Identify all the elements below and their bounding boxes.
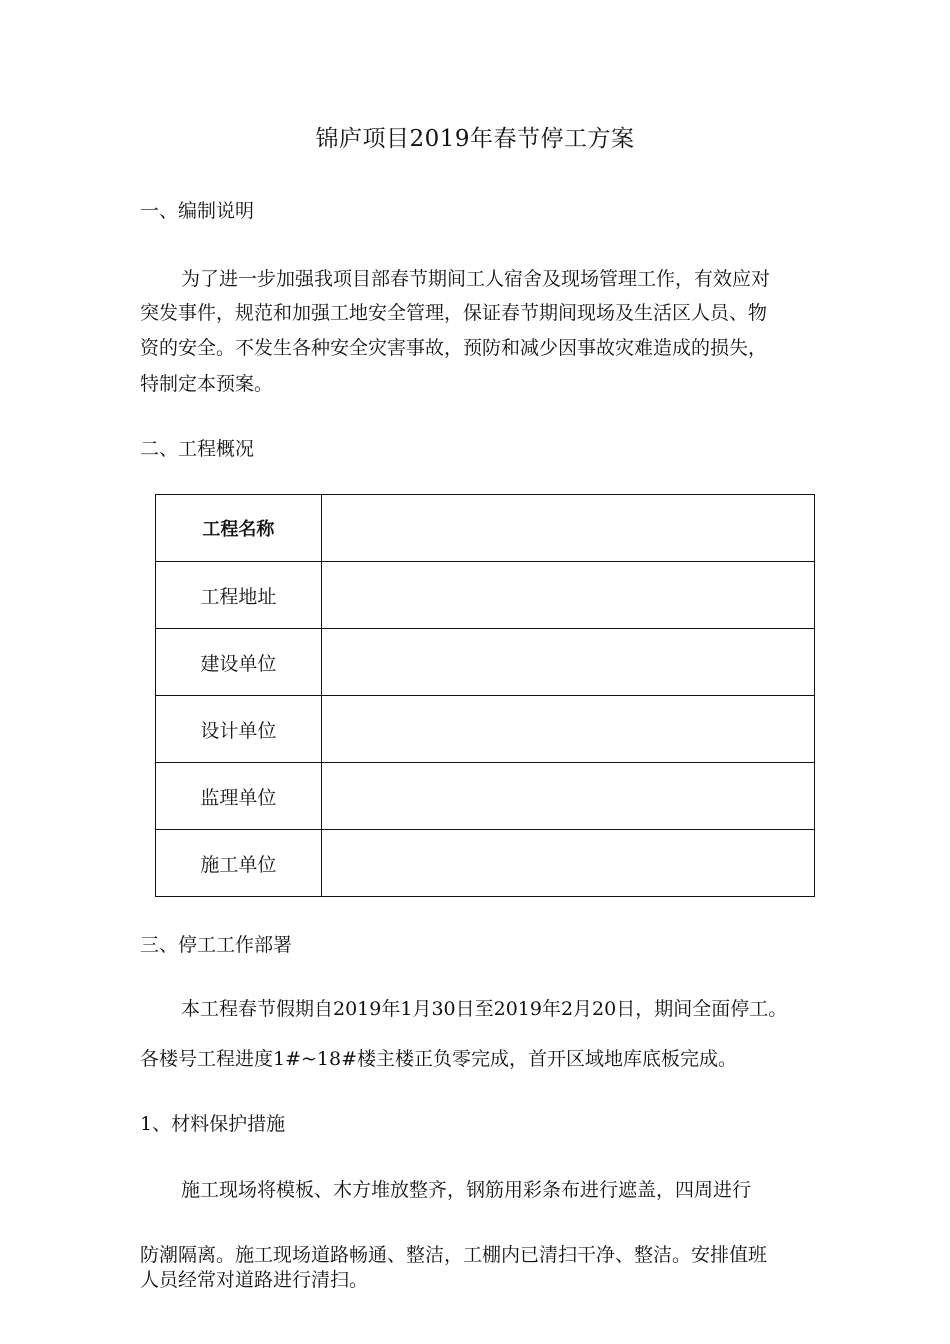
table-value-design-unit [321, 696, 814, 763]
section-1-line-2: 突发事件，规范和加强工地安全管理，保证春节期间现场及生活区人员、物 [140, 302, 768, 324]
section-1-line-3: 资的安全。不发生各种安全灾害事故，预防和减少因事故灾难造成的损失， [140, 337, 768, 359]
section-2-heading: 二、工程概况 [140, 438, 255, 460]
section-1-line-4: 特制定本预案。 [140, 373, 274, 395]
table-value-construction-unit [321, 629, 814, 696]
table-value-project-address [321, 562, 814, 629]
table-row [156, 495, 815, 562]
table-label-design-unit: 设计单位 [156, 696, 322, 763]
subsection-1-heading: 1、材料保护措施 [140, 1113, 286, 1135]
section-3-line-2: 各楼号工程进度1#~18#楼主楼正负零完成，首开区域地库底板完成。 [140, 1048, 738, 1070]
table-label-project-name: 工程名称 [156, 495, 322, 562]
table-label-supervision-unit: 监理单位 [156, 763, 322, 830]
table-row [156, 629, 815, 696]
table-label-project-address: 工程地址 [156, 562, 322, 629]
table-label-contractor-unit: 施工单位 [156, 830, 322, 897]
table-row [156, 830, 815, 897]
subsection-1-line-2: 防潮隔离。施工现场道路畅通、整洁，工棚内已清扫干净、整洁。安排值班 [140, 1244, 768, 1266]
table-value-project-name [321, 495, 814, 562]
section-1-line-1: 为了进一步加强我项目部春节期间工人宿舍及现场管理工作，有效应对 [181, 268, 771, 290]
table-label-construction-unit: 建设单位 [156, 629, 322, 696]
subsection-1-line-3: 人员经常对道路进行清扫。 [140, 1269, 369, 1291]
section-3-heading: 三、停工工作部署 [140, 934, 293, 956]
table-value-supervision-unit [321, 763, 814, 830]
section-3-line-1: 本工程春节假期自2019年1月30日至2019年2月20日，期间全面停工。 [181, 998, 788, 1020]
section-1-heading: 一、编制说明 [140, 200, 255, 222]
project-info-table [155, 494, 815, 897]
document-title: 锦庐项目2019年春节停工方案 [315, 126, 635, 152]
subsection-1-line-1: 施工现场将模板、木方堆放整齐，钢筋用彩条布进行遮盖，四周进行 [181, 1179, 752, 1201]
table-row [156, 696, 815, 763]
table-row [156, 763, 815, 830]
table-row [156, 562, 815, 629]
table-value-contractor-unit [321, 830, 814, 897]
